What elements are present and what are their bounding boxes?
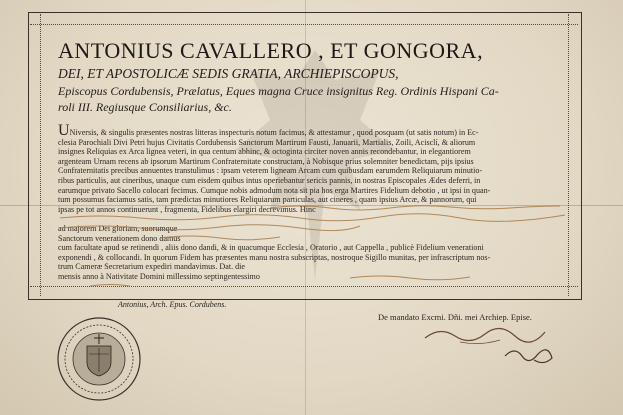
body-line: cum facultate apud se retinendi , aliis dono dandi, & in quacumque Ecclesia , Oratorio , aut Cappella , publicè Fidelium venerationi — [58, 243, 484, 253]
body-line: mensis anno à Nativitate Domini millessimo septingentessimo — [58, 271, 260, 281]
body-line: trum Cameræ Secretarium expediri mandavimus. Dat. die — [58, 262, 246, 272]
body-line: Sanctorum venerationem dono damus — [58, 233, 181, 243]
body-line: UNiversis, & singulis præsentes nostras litteras inspecturis notum facimus, & attestamur , quod posquam (ut satis notum) in Ec- — [58, 122, 479, 139]
body-line: ribus particulis, aut cineribus, unaque cum eisdem quibus intus operiebantur sericis pannis, in nostras Episcopales Ædes deferri, in — [58, 175, 481, 185]
body-line: ipsas pe tot annos continuerunt , fragmenta, Fidelibus elargiri decrevimus. Hinc — [58, 204, 316, 214]
body-line: tum possumus faciamus satis, tam prædictas minutiores Reliquiarum particulas, aut cineres , quam ipsius Arcæ, & pannorum, qui — [58, 195, 477, 205]
rubric-flourish — [500, 338, 560, 368]
drop-cap: U — [58, 122, 70, 139]
document-title: ANTONIUS CAVALLERO , ET GONGORA, — [58, 38, 484, 63]
subtitle-line: DEI, ET APOSTOLICÆ SEDIS GRATIA, ARCHIEPISCOPUS, — [58, 66, 399, 81]
body-line: argenteam Urnam recens ab ipsorum Martirum Confraternitate constructam, à Nobisque prius solemniter benedictam, pijs ipsius — [58, 156, 474, 166]
mandate-line: De mandato Excmi. Dñi. mei Archiep. Epise. — [378, 312, 532, 322]
body-line: exponendi , & collocandi. In quorum Fidem has præsentes manu nostra subscriptas, nostroque Sigillo munitas, per infrascriptum nos- — [58, 252, 491, 262]
archiepiscopal-seal-icon — [56, 316, 142, 402]
body-line: ad majorem Dei gloriam, suorumque — [58, 223, 178, 233]
body-line: Confraternitatis precibus annuentes transtulimus : ipsam veterem ligneam Arcam cum quibusdam earumdem Reliquiarum minutio- — [58, 166, 483, 176]
subtitle-line: roli III. Regiusque Consiliarius, &c. — [58, 100, 232, 114]
subtitle-line: Episcopus Cordubensis, Prælatus, Eques magna Cruce insignitus Reg. Ordinis Hispani Ca- — [58, 84, 499, 98]
archbishop-signature-line: Antonius, Arch. Epus. Cordubens. — [118, 300, 227, 309]
body-line: clesia Parochiali Divi Petri hujus Civitatis Cordubensis Sanctorum Martirum Fausti, Januarii, Martialis, Zoili, Acisclí, & aliorum — [58, 137, 476, 147]
body-line: insignes Reliquias ex Arca lignea veteri, in qua centum abhinc, & octoginta circiter noven annis recondebantur, in elegantiorem — [58, 147, 471, 157]
body-line: earumque privato Sacello colocari fecimus. Cumque nobis admodum nota sit pia hos erga Martires Fidelium debotio , ut ipsi in quan- — [58, 185, 491, 195]
